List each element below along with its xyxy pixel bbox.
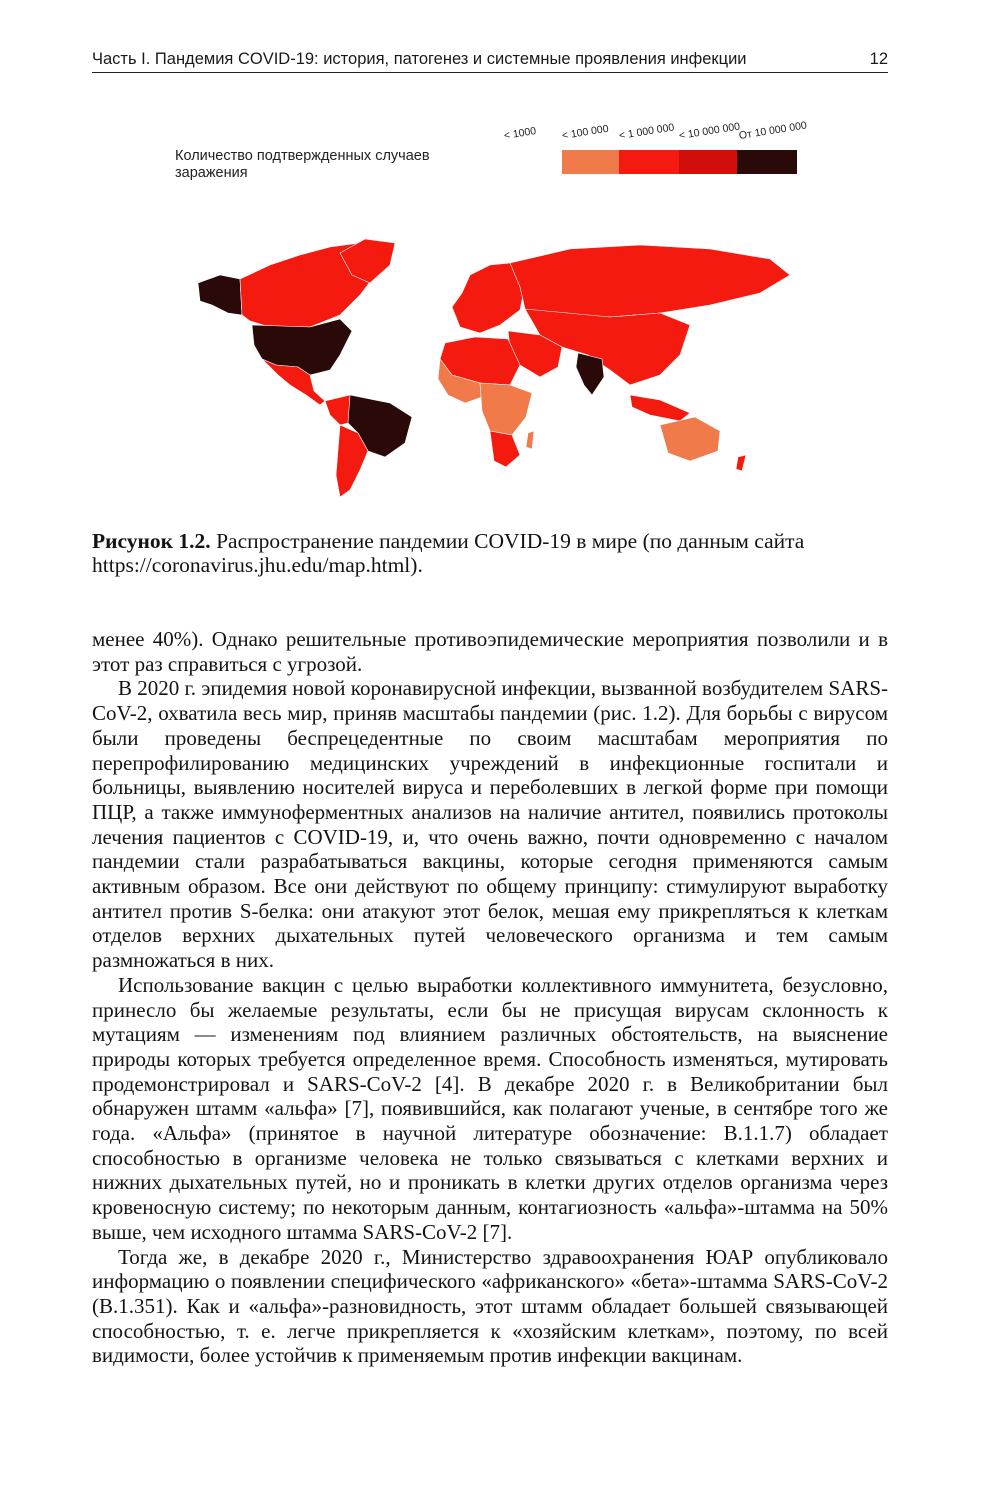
legend-label-5: От 10 000 000 xyxy=(738,119,808,142)
paragraph-3: Использование вакцин с целью выработки коллективного иммунитета, безусловно, принесло бы желаемые результаты, если бы не присущая вирусам склонность к мутациям — изменениям под влиянием различных обстоятельств, на выяснение природы которых требуется определенное время. Способность изменяться, мутировать продемонстрировал и SARS-CoV-2 [4]. В декабре 2020 г. в Великобритании был обнаружен штамм «альфа» [7], появившийся, как полагают ученые, в сентябре того же года. «Альфа» (принятое в научной литературе обозначение: B.1.1.7) обладает способностью в организме человека не только связываться с клетками верхних и нижних дыхательных путей, но и проникать в клетки других отделов организма через кровеносную систему; по некоторым данным, контагиозность «альфа»-штамма на 50% выше, чем исходного штамма SARS-CoV-2 [7]. xyxy=(92,972,888,1244)
map-australia xyxy=(660,417,720,461)
paragraph-1: менее 40%). Однако решительные противоэпидемические мероприятия позволили и в этот раз справиться с угрозой. xyxy=(92,627,888,676)
world-map xyxy=(190,235,800,505)
header-title: Часть I. Пандемия COVID-19: история, патогенез и системные проявления инфекции xyxy=(92,50,747,68)
map-alaska xyxy=(198,275,242,315)
map-europe xyxy=(452,263,525,333)
legend-label-3: < 1 000 000 xyxy=(618,121,676,142)
paragraph-4: Тогда же, в декабре 2020 г., Министерство здравоохранения ЮАР опубликовало информацию о появлении специфического «африканского» «бета»-штамма SARS-CoV-2 (B.1.351). Как и «альфа»-разновидность, этот штамм обладает большей связывающей способностью, т. е. легче прикрепляется к «хозяйским клеткам», поэтому, по всей видимости, более устойчив к применяемым против инфекции вакцинам. xyxy=(92,1244,888,1368)
map-madagascar xyxy=(526,431,534,449)
map-new-zealand xyxy=(736,455,746,471)
legend-swatch-4 xyxy=(737,150,797,174)
map-south-africa xyxy=(490,431,520,467)
figure-caption-text: Распространение пандемии COVID-19 в мире (по данным сайта https://coronavirus.jhu.edu/map.html). xyxy=(92,529,805,577)
legend-label-1: < 1000 xyxy=(503,125,538,142)
map-central-africa xyxy=(480,383,532,435)
page-number: 12 xyxy=(869,50,888,68)
legend-swatch-2 xyxy=(619,150,679,174)
map-india xyxy=(576,353,604,395)
map-russia xyxy=(510,245,790,317)
running-header xyxy=(92,50,888,73)
legend-label-4: < 10 000 000 xyxy=(678,120,741,142)
legend-label-2: < 100 000 xyxy=(561,122,610,142)
paragraph-2: В 2020 г. эпидемия новой коронавирусной инфекции, вызванной возбудителем SARS-CoV-2, охватила весь мир, приняв масштабы пандемии (рис. 1.2). Для борьбы с вирусом были проведены беспрецедентные по своим масштабам мероприятия по перепрофилированию медицинских учреждений в инфекционные госпитали и больницы, выявлению носителей вируса и переболевших в легкой форме при помощи ПЦР, а также иммуноферментных анализов на наличие антител, появились протоколы лечения пациентов с COVID-19, и, что очень важно, почти одновременно с началом пандемии стали разрабатываться вакцины, которые сегодня применяются самым активным образом. Все они действуют по общему принципу: стимулируют выработку антител против S-белка: они атакуют этот белок, мешая ему прикрепляться к клеткам отделов верхних дыхательных путей человеческого организма и тем самым размножаться в них. xyxy=(92,676,888,973)
legend-swatch-3 xyxy=(679,150,737,174)
figure-label: Рисунок 1.2. xyxy=(92,529,211,553)
legend-swatch-1 xyxy=(562,150,619,174)
map-usa xyxy=(252,319,352,375)
legend-title: Количество подтвержденных случаев заражения xyxy=(175,148,430,181)
body-text xyxy=(92,627,888,1368)
map-sea-islands xyxy=(630,395,690,421)
figure-caption xyxy=(92,529,892,577)
